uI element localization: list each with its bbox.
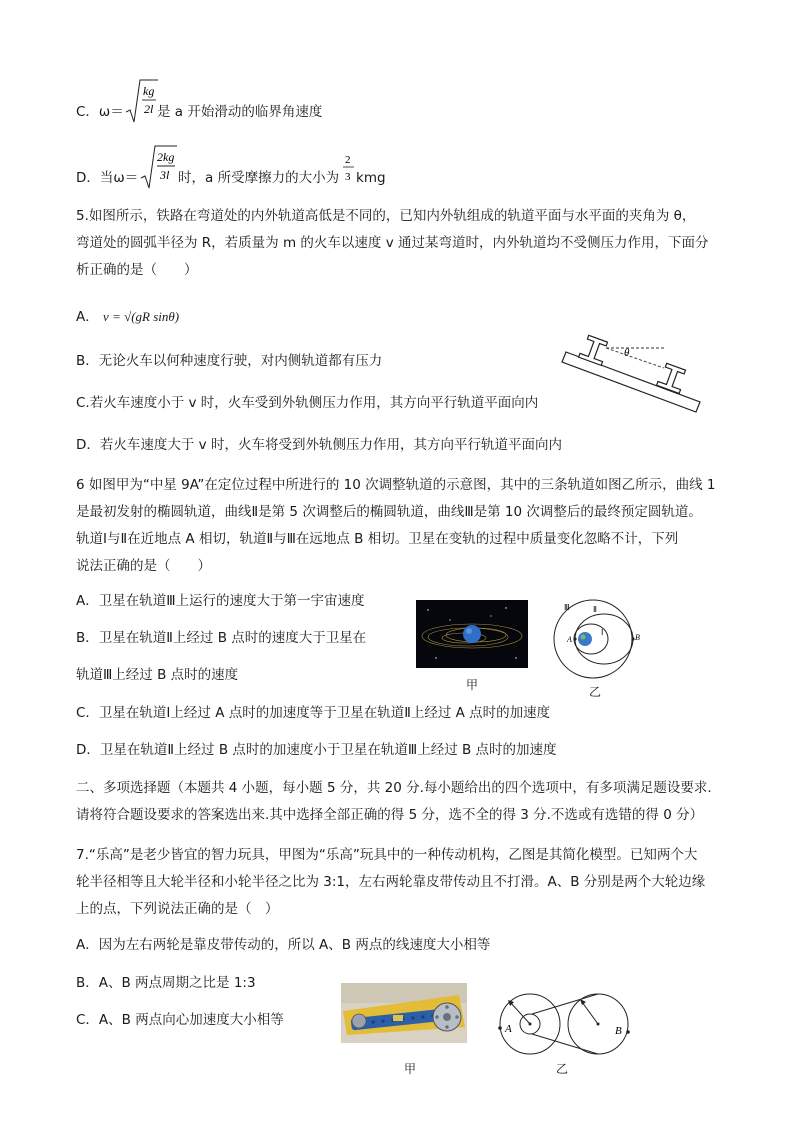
q7-caption-jia: 甲 <box>404 1062 417 1076</box>
q6-orbit-photo <box>416 600 528 668</box>
q5-a-formula: v = √(gR sinθ) <box>103 309 180 324</box>
q4-c-prefix: C．ω＝ <box>76 104 124 120</box>
q4-d-text1: 时，a 所受摩擦力的大小为 <box>178 170 340 186</box>
q5-rail-figure <box>560 328 704 418</box>
point-a-dot <box>498 1026 502 1030</box>
q4-d-prefix: D．当ω＝ <box>76 170 139 186</box>
q6-caption-jia: 甲 <box>466 678 479 692</box>
q7-lego-photo <box>341 983 467 1043</box>
q4-c-frac-num: kg <box>143 84 155 98</box>
q6-orbit-diagram <box>545 597 641 683</box>
q7-option-c: C．A、B 两点向心加速度大小相等 <box>76 1012 284 1028</box>
q5-option-b: B．无论火车以何种速度行驶，对内侧轨道都有压力 <box>76 353 383 369</box>
q6-stem-line3: 轨道Ⅰ与Ⅱ在近地点 A 相切，轨道Ⅱ与Ⅲ在远地点 B 相切。卫星在变轨的过程中质量变化忽略不计，下列 <box>76 531 679 547</box>
orbit-label-i: Ⅰ <box>601 628 604 637</box>
q4-c-radical <box>124 78 160 124</box>
q4-d-coefficient <box>342 152 356 188</box>
q7-option-b: B．A、B 两点周期之比是 1:3 <box>76 975 256 991</box>
q4-c-frac-den: 2l <box>144 102 154 116</box>
q6-stem-line2: 是最初发射的椭圆轨道，曲线Ⅱ是第 5 次调整后的椭圆轨道，曲线Ⅲ是第 10 次调整后的最终预定圆轨道。 <box>76 504 702 520</box>
orbit-label-ii: Ⅱ <box>593 605 597 614</box>
q4-c-text: 是 a 开始滑动的临界角速度 <box>157 104 323 120</box>
q7-stem-line1: 7.“乐高”是老少皆宜的智力玩具，甲图为“乐高”玩具中的一种传动机构，乙图是其简化模型。已知两个大 <box>76 847 698 863</box>
q7-option-a: A．因为左右两轮是靠皮带传动的，所以 A、B 两点的线速度大小相等 <box>76 937 491 953</box>
q5-option-c: C.若火车速度小于 v 时，火车受到外轨侧压力作用，其方向平行轨道平面向内 <box>76 395 539 411</box>
q4-d-frac-num: 2kg <box>157 150 175 164</box>
q6-option-b-line1: B．卫星在轨道Ⅱ上经过 B 点时的速度大于卫星在 <box>76 630 367 646</box>
q6-option-c: C．卫星在轨道Ⅰ上经过 A 点时的加速度等于卫星在轨道Ⅱ上经过 A 点时的加速度 <box>76 705 551 721</box>
q4-option-d <box>76 168 138 188</box>
q7-caption-yi: 乙 <box>556 1062 569 1076</box>
orbit-label-iii: Ⅲ <box>564 603 570 612</box>
q6-stem-line4: 说法正确的是（ ） <box>76 558 211 574</box>
q5-option-a <box>76 307 179 327</box>
q5-stem-line3: 析正确的是（ ） <box>76 262 198 278</box>
q4-d-radical <box>139 144 179 190</box>
q5-stem-line2: 弯道处的圆弧半径为 R，若质量为 m 的火车以速度 v 通过某弯道时，内外轨道均不受侧压力作用，下面分 <box>76 235 709 251</box>
q6-option-b-line2: 轨道Ⅲ上经过 B 点时的速度 <box>76 667 239 683</box>
q4-d-coef-den: 3 <box>345 171 351 183</box>
point-b-dot <box>626 1030 630 1034</box>
earth-icon <box>578 632 592 646</box>
q7-stem-line2: 轮半径相等且大轮半径和小轮半径之比为 3:1，左右两轮靠皮带传动且不打滑。A、B 分别是两个大轮边缘 <box>76 874 706 890</box>
section2-heading-line2: 请将符合题设要求的答案选出来.其中选择全部正确的得 5 分，选不全的得 3 分.不选或有选错的得 0 分） <box>76 807 704 823</box>
q4-d-coef-num: 2 <box>345 154 351 166</box>
q6-caption-yi: 乙 <box>589 685 602 699</box>
q5-a-prefix: A． <box>76 309 99 325</box>
section2-heading-line1: 二、多项选择题（本题共 4 小题，每小题 5 分，共 20 分.每小题给出的四个选项中，有多项满足题设要求. <box>76 780 712 796</box>
point-b-label: B <box>615 1025 622 1037</box>
q4-d-frac-den: 3l <box>160 168 170 182</box>
q7-belt-diagram <box>494 988 634 1060</box>
q6-stem-line1: 6 如图甲为“中星 9A”在定位过程中所进行的 10 次调整轨道的示意图，其中的三条轨道如图乙所示，曲线 1 <box>76 477 716 493</box>
q4-option-c <box>76 102 124 122</box>
q4-d-text2: kmg <box>356 170 386 186</box>
q6-option-d: D．卫星在轨道Ⅱ上经过 B 点时的加速度小于卫星在轨道Ⅲ上经过 B 点时的加速度 <box>76 742 557 758</box>
q5-track-plane <box>562 352 700 412</box>
q5-theta-label: θ <box>624 347 630 359</box>
q6-option-a: A．卫星在轨道Ⅲ上运行的速度大于第一宇宙速度 <box>76 593 365 609</box>
q7-stem-line3: 上的点，下列说法正确的是（ ） <box>76 901 279 917</box>
earth-icon <box>463 625 481 643</box>
point-a-label: A <box>505 1023 512 1035</box>
point-a-label: A <box>567 635 572 644</box>
q5-option-d: D．若火车速度大于 v 时，火车将受到外轨侧压力作用，其方向平行轨道平面向内 <box>76 437 562 453</box>
q5-stem-line1: 5.如图所示，铁路在弯道处的内外轨道高低是不同的，已知内外轨组成的轨道平面与水平面的夹角为 θ， <box>76 208 696 224</box>
q5-plane-dashed <box>606 348 664 368</box>
point-b-label: B <box>635 633 640 642</box>
